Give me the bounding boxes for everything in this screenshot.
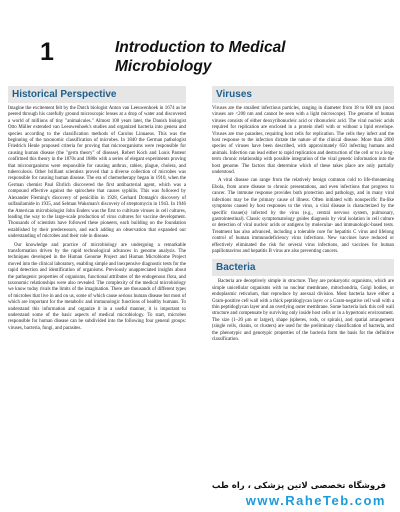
bacteria-paragraph-1: Bacteria are deceptively simple in structure. They are prokaryotic organisms, which are simple unicellular organisms with no nuclear membrane, mitochondria, Golgi bodies, or endoplasmic reticulum, that reproduce by asexual division. Most bacteria have either a Gram-positive cell wall with a thick peptidoglycan layer or a Gram-negative cell wall with a thin peptidoglycan layer and an overlying outer membrane. Some bacteria lack this cell wall structure and compensate by surviving only inside host cells or in a hypertonic environment. The size (1–20 μm or larger), shape (spheres, rods, or spirals), and spatial arrangement (single cells, chains, or clusters) are used for the preliminary classification of bacteria, and the phenotypic and genotypic properties of the bacteria form the basis for the definitive classification. — [212, 279, 394, 342]
viruses-paragraph-1: Viruses are the smallest infectious particles, ranging in diameter from 18 to 600 nm (most viruses are <200 nm and cannot be seen with a light microscope). The genome of human viruses consists of either deoxyribonucleic acid or ribonucleic acid. The viral nucleic acids required for replication are enclosed in a protein shell with or without a lipid envelope. Viruses are true parasites, requiring host cells for replication. The cells they infect and the host response to the infection dictate the nature of the clinical disease. More than 2000 species of viruses have been described, with approximately 650 infecting humans and animals. Infection can lead either to rapid replication and destruction of the cell or to a long-term chronic relationship with possible integration of the viral genetic information into the host genome. The factors that determine which of these takes place are only partially understood. — [212, 106, 394, 176]
section-heading-historical: Historical Perspective — [8, 86, 186, 103]
viruses-paragraph-2: A viral disease can range from the relatively benign common cold to life-threatening Ebola, from acute disease to chronic presentations, and even infections that progress to cancer. The immune response provides both protection and pathology, and in many viral infections may be the primary cause of illness. Often initiated with nonspecific flu-like symptoms caused by host responses to the virus, a viral disease is characterized by the specific tissue(s) infected by the virus (e.g., central nervous system, pulmonary, gastrointestinal). Classic symptomatology guides diagnosis by viral isolation in cell culture or detection of viral nucleic acids or antigens by molecular- and immunologic-based tests. Treatment has also advanced, including a tolerable cure for hepatitis C virus and lifelong control of human immunodeficiency virus infections. New vaccines have reduced or effectively eliminated the risk for several virus infections, and vaccines for human papillomavirus and hepatitis B virus are also preventing cancers. — [212, 178, 394, 254]
historical-paragraph-1: Imagine the excitement felt by the Dutch biologist Anton van Leeuwenhoek in 1674 as he peered through his carefully ground microscopic lenses at a drop of water and discovered a world of millions of tiny "animalcules." Almost 100 years later, the Danish biologist Otto Müller extended van Leeuwenhoek's studies and organized bacteria into genera and species according to the classification methods of Carolus Linnaeus. This was the beginning of the taxonomic classification of microbes. In 1840 the German pathologist Friedrich Henle proposed criteria for proving that microorganisms were responsible for causing human disease (the "germ theory" of disease). Robert Koch and Louis Pasteur confirmed this theory in the 1870s and 1880s with a series of elegant experiments proving that microorganisms were responsible for causing anthrax, rabies, plague, cholera, and tuberculosis. Other brilliant scientists proved that a diverse collection of microbes was responsible for causing human disease. The era of chemotherapy began in 1910, when the German chemist Paul Ehrlich discovered the first antibacterial agent, which was a compound effective against the spirochete that causes syphilis. This was followed by Alexander Fleming's discovery of penicillin in 1928, Gerhard Domagk's discovery of sulfanilamide in 1935, and Selman Waksman's discovery of streptomycin in 1943. In 1946 the American microbiologist John Enders was the first to cultivate viruses in cell cultures, leading the way to the large-scale production of virus cultures for vaccine development. Thousands of scientists have followed these pioneers, each building on the foundation established by their predecessors, and each adding an observation that expanded our understanding of microbes and their role in disease. — [8, 106, 186, 240]
left-column — [8, 86, 186, 334]
watermark-url[interactable]: www.RaheTeb.com — [245, 493, 386, 508]
chapter-title: Introduction to Medical Microbiology — [115, 39, 286, 75]
chapter-number: 1 — [40, 38, 54, 66]
watermark-banner — [0, 476, 400, 512]
section-heading-bacteria: Bacteria — [212, 259, 394, 276]
section-heading-viruses: Viruses — [212, 86, 394, 103]
watermark-store-name: فروشگاه تخصصی لاتین پزشکی ، راه طب — [211, 481, 386, 491]
historical-paragraph-2: Our knowledge and practice of microbiology are undergoing a remarkable transformation driven by the rapid technological advances in genome analysis. The techniques developed in the Human Genome Project and Human Microbiome Project moved into the clinical laboratory, enabling simple and inexpensive diagnostic tests for the rapid detection and identification of organisms. Previously unappreciated insights about the pathogenic properties of organisms, functional attributes of the endogenous flora, and taxonomic relationships were also revealed. The complexity of the medical microbiology we know today rivals the limits of the imagination. There are thousands of different types of microbes that live in and on us, some of which cause serious human disease but most of which are important for the metabolic and immunologic functions of healthy humans. To understand this information and organize it in a useful manner, it is important to understand some of the basic aspects of medical microbiology. To start, microbes responsible for human disease can be subdivided into the following four general groups: viruses, bacteria, fungi, and parasites. — [8, 242, 186, 331]
right-column — [212, 86, 394, 345]
